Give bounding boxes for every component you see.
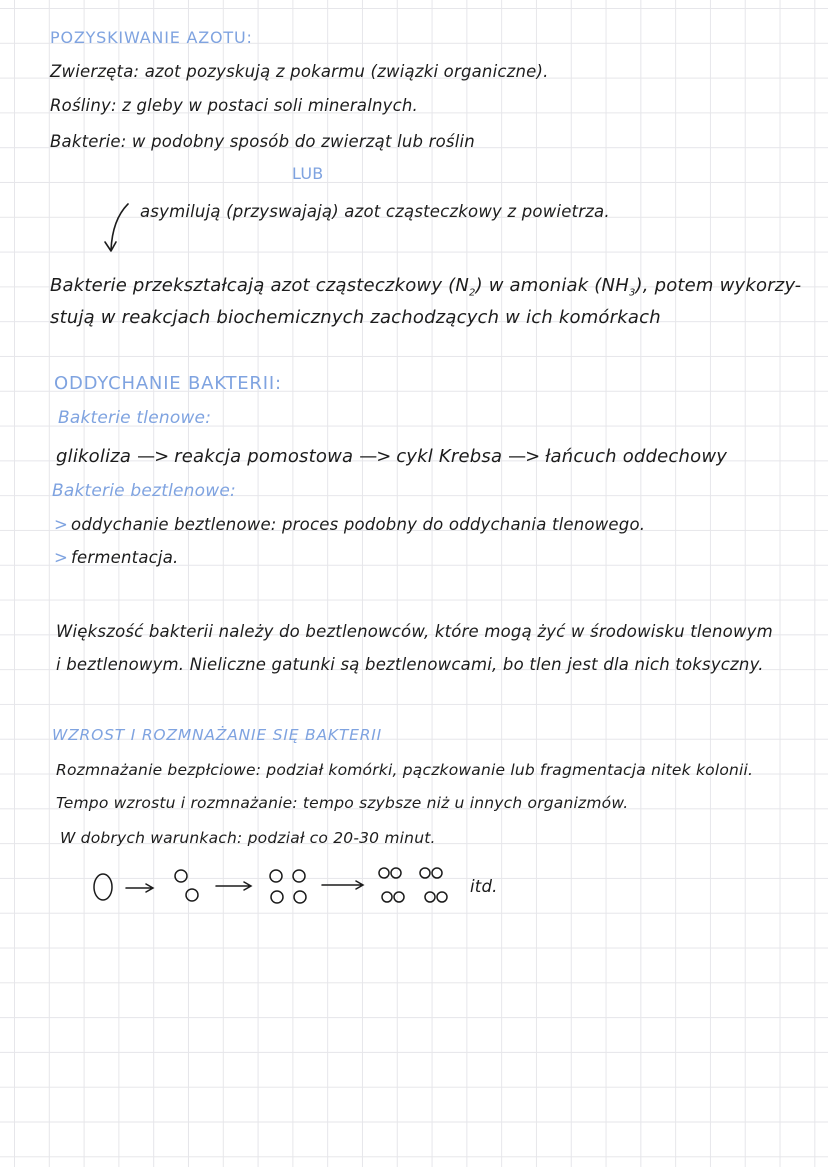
division-time-line: W dobrych warunkach: podział co 20-30 minut. [60,829,436,847]
conversion-text-b: ) w amoniak (NH [475,275,629,296]
bullet-text: fermentacja. [71,548,179,567]
chain-step-glycolysis: glikoliza [56,446,132,467]
section-title-nitrogen: POZYSKIWANIE AZOTU: [50,28,253,47]
cell-icon [394,892,404,902]
cell-icon [175,870,187,882]
nh3-subscript: 3 [628,287,636,299]
cell-icon [379,868,389,878]
conversion-text-a: Bakterie przekształcają azot cząsteczkowy (N [50,275,469,296]
majority-paragraph-line1: Większość bakterii należy do beztlenowców, które mogą żyć w środowisku tlenowym [56,622,773,641]
majority-paragraph-line2: i beztlenowym. Nieliczne gatunki są beztlenowcami, bo tlen jest dla nich toksyczny. [56,655,764,674]
section-title-growth: WZROST I ROZMNAŻANIE SIĘ BAKTERII [52,726,383,744]
chain-step-electron-transport: łańcuch oddechowy [545,446,728,467]
bullet-chevron-icon: > [54,515,69,534]
diagram-etc-label: itd. [470,877,498,896]
bullet-text: oddychanie beztlenowe: proces podobny do oddychania tlenowego. [71,515,646,534]
plants-line: Rośliny: z gleby w postaci soli mineralnych. [50,96,418,115]
conversion-paragraph-line2: stują w reakcjach biochemicznych zachodzących w ich komórkach [50,307,661,328]
arrow-icon [126,884,153,892]
or-label: LUB [292,164,324,183]
arrow-icon: —> [137,446,169,467]
assimilate-line: asymilują (przyswajają) azot cząsteczkowy z powietrza. [140,202,610,221]
growth-rate-line: Tempo wzrostu i rozmnażanie: tempo szybsze niż u innych organizmów. [56,794,629,812]
arrow-icon: —> [508,446,540,467]
cell-icon [420,868,430,878]
animals-line: Zwierzęta: azot pozyskują z pokarmu (związki organiczne). [50,62,549,81]
cell-icon [270,870,282,882]
section-title-respiration: ODDYCHANIE BAKTERII: [54,373,282,394]
aerobic-bacteria-label: Bakterie tlenowe: [58,408,212,428]
arrow-icon [322,881,363,889]
cell-icon [382,892,392,902]
conversion-text-c: ), potem wykorzy- [635,275,802,296]
cell-icon [293,870,305,882]
arrow-icon: —> [359,446,391,467]
cell-icon [294,891,306,903]
cell-icon [432,868,442,878]
cell-icon [186,889,198,901]
cell-icon [437,892,447,902]
cell-icon [271,891,283,903]
chain-step-krebs: cykl Krebsa [396,446,503,467]
cell-icon [391,868,401,878]
anaerobic-bacteria-label: Bakterie beztlenowe: [52,481,236,501]
bacteria-line: Bakterie: w podobny sposób do zwierząt lub roślin [50,132,475,151]
cell-icon [425,892,435,902]
chain-step-link-reaction: reakcja pomostowa [174,446,354,467]
reproduction-line: Rozmnażanie bezpłciowe: podział komórki, pączkowanie lub fragmentacja nitek kolonii. [56,761,754,779]
cell-icon [94,874,112,900]
arrow-icon [216,882,251,890]
n2-subscript: 2 [469,287,476,299]
bullet-chevron-icon: > [54,548,69,567]
